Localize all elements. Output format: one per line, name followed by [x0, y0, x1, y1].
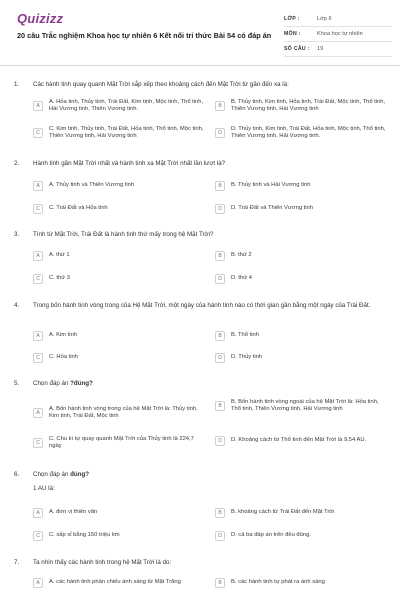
option-letter-badge: A: [33, 181, 43, 191]
option-letter-badge: D: [215, 436, 225, 446]
question-text-emphasis: đúng?: [70, 471, 90, 478]
option-letter-badge: B: [215, 251, 225, 261]
question-number: 2.: [14, 160, 20, 167]
option-letter-badge: A: [33, 578, 43, 588]
option-d[interactable]: [215, 274, 387, 284]
option-letter-badge: C: [33, 128, 43, 138]
option-a[interactable]: [33, 331, 208, 341]
option-text: B. khoảng cách từ Trái Đất đến Mặt Trời: [231, 509, 335, 516]
option-text: A. các hành tinh phản chiếu ánh sáng từ Mặt Trăng: [49, 579, 181, 586]
option-c[interactable]: [33, 204, 208, 214]
question-text: Trong bốn hành tinh vòng trong của Hệ Mặt Trời, một ngày của hành tinh nào có thời gian gần bằng một ngày của Trái Đất.: [33, 302, 371, 309]
option-letter-badge: A: [33, 331, 43, 341]
option-d[interactable]: [215, 126, 387, 141]
option-letter-badge: D: [215, 274, 225, 284]
option-d[interactable]: [215, 436, 387, 446]
option-text: A. Bốn hành tinh vòng trong của hệ Mặt Trời là: Thủy tinh, Kim tinh, Trái Đất, Mộc tinh: [49, 406, 198, 420]
option-letter-badge: A: [33, 251, 43, 261]
option-d[interactable]: [215, 204, 387, 214]
meta-key: LỚP :: [284, 16, 300, 22]
option-text: A. đơn vị thiên văn: [49, 509, 98, 516]
option-letter-badge: B: [215, 401, 225, 411]
option-letter-badge: A: [33, 508, 43, 518]
option-d[interactable]: [215, 531, 387, 541]
option-text: C. Kim tinh, Thủy tinh, Trái Đất, Hỏa tinh, Thổ tinh, Mộc tinh, Thiên Vương tinh, Hải Vương tinh: [49, 126, 204, 140]
question-text: [33, 471, 386, 494]
option-letter-badge: D: [215, 128, 225, 138]
option-letter-badge: C: [33, 274, 43, 284]
option-b[interactable]: [215, 399, 387, 414]
option-c[interactable]: [33, 436, 208, 451]
question-number: 7.: [14, 559, 20, 566]
option-text: A. Kim tinh: [49, 332, 78, 339]
logo-text: Quizizz: [17, 10, 64, 26]
option-text: B. Thủy tinh và Hải Vương tinh: [231, 182, 311, 189]
option-b[interactable]: [215, 578, 387, 588]
meta-row-grade: [284, 12, 392, 27]
worksheet-header: [0, 0, 400, 66]
question-number: 5.: [14, 380, 20, 387]
option-c[interactable]: [33, 353, 208, 363]
option-d[interactable]: [215, 353, 387, 363]
question-number: 6.: [14, 471, 20, 478]
document-title: 20 câu Trắc nghiệm Khoa học tự nhiên 6 Kết nối tri thức Bài 54 có đáp án: [17, 31, 272, 40]
meta-value: Lớp 6: [317, 16, 332, 22]
option-letter-badge: B: [215, 331, 225, 341]
meta-row-count: [284, 42, 392, 57]
question-text: Ta nhìn thấy các hành tinh trong hệ Mặt Trời là do:: [33, 559, 172, 566]
question-text: [33, 380, 386, 388]
meta-key: MÔN :: [284, 31, 301, 37]
option-c[interactable]: [33, 274, 208, 284]
quizizz-logo: [17, 11, 63, 25]
option-letter-badge: C: [33, 204, 43, 214]
meta-row-subject: [284, 27, 392, 42]
option-text: D. Thủy tinh, Kim tinh, Trái Đất, Hỏa tinh, Mộc tinh, Thổ tinh, Thiên Vương tinh, Hải Vương tinh.: [231, 126, 386, 140]
option-text: A. Thủy tinh và Thiên Vương tinh: [49, 182, 135, 189]
option-c[interactable]: [33, 126, 208, 141]
option-text: B. Bốn hành tinh vòng ngoài của hệ Mặt Trời là: Hỏa tinh, Thổ tinh, Thiên Vương tinh, Hải Vương tinh: [231, 399, 379, 413]
option-c[interactable]: [33, 531, 208, 541]
meta-key: SỐ CÂU :: [284, 46, 310, 52]
question-number: 1.: [14, 81, 20, 88]
option-text: D. Thủy tinh: [231, 354, 263, 361]
option-a[interactable]: [33, 508, 208, 518]
option-a[interactable]: [33, 406, 208, 421]
meta-value: 19: [317, 46, 324, 52]
option-b[interactable]: [215, 331, 387, 341]
option-letter-badge: C: [33, 531, 43, 541]
option-letter-badge: D: [215, 531, 225, 541]
meta-value: Khoa học tự nhiên: [317, 31, 363, 37]
option-text: D. Khoảng cách từ Thổ tinh đến Mặt Trời là 9,54 AU.: [231, 437, 367, 444]
option-text: C. xấp xỉ bằng 150 triệu km: [49, 532, 120, 539]
option-text: A. Hỏa tinh, Thủy tinh, Trái Đất, Kim tinh, Mộc tinh, Thổ tinh, Hải Vương tinh, Thiên Vương tinh.: [49, 99, 204, 113]
option-b[interactable]: [215, 508, 387, 518]
option-text: B. các hành tinh tự phát ra ánh sáng: [231, 579, 325, 586]
option-text: D. thứ 4: [231, 275, 252, 282]
option-text: A. thứ 1: [49, 252, 70, 259]
option-text: C. Chu kì tự quay quanh Mặt Trời của Thủy tinh là 224,7 ngày: [49, 436, 194, 450]
option-letter-badge: C: [33, 438, 43, 448]
question-text-prefix: Chọn đáp án: [33, 380, 71, 387]
question-number: 4.: [14, 302, 20, 309]
option-letter-badge: D: [215, 204, 225, 214]
option-text: C. thứ 3: [49, 275, 70, 282]
option-letter-badge: A: [33, 101, 43, 111]
option-a[interactable]: [33, 181, 208, 191]
question-text: Hành tinh gần Mặt Trời nhất và hành tinh xa Mặt Trời nhất lần lượt là?: [33, 160, 226, 167]
option-text: C. Trái Đất và Hỏa tinh: [49, 205, 108, 212]
option-letter-badge: D: [215, 353, 225, 363]
option-text: C. Hỏa tinh: [49, 354, 78, 361]
option-a[interactable]: [33, 578, 208, 588]
option-letter-badge: B: [215, 578, 225, 588]
option-b[interactable]: [215, 181, 387, 191]
option-letter-badge: B: [215, 508, 225, 518]
option-text: D. cả ba đáp án trên đều đúng.: [231, 532, 311, 539]
option-letter-badge: C: [33, 353, 43, 363]
meta-table: [284, 12, 392, 57]
question-number: 3.: [14, 231, 20, 238]
option-b[interactable]: [215, 251, 387, 261]
question-text: Tính từ Mặt Trời, Trái Đất là hành tinh thứ mấy trong hệ Mặt Trời?: [33, 231, 214, 238]
option-b[interactable]: [215, 99, 387, 114]
option-a[interactable]: [33, 99, 208, 114]
option-text: D. Trái Đất và Thiên Vương tinh: [231, 205, 314, 212]
option-text: B. Thổ tinh: [231, 332, 259, 339]
question-text-emphasis: ?đúng?: [70, 380, 93, 387]
option-text: B. Thủy tinh, Kim tinh, Hỏa tinh, Trái Đất, Mộc tinh, Thổ tinh, Thiên Vương tinh, Hải Vương tinh: [231, 99, 386, 113]
option-a[interactable]: [33, 251, 208, 261]
option-letter-badge: B: [215, 181, 225, 191]
question-text: Các hành tinh quay quanh Mặt Trời sắp xếp theo khoảng cách đến Mặt Trời từ gần đến xa là:: [33, 81, 289, 88]
option-letter-badge: B: [215, 101, 225, 111]
question-text-prefix: Chọn đáp án: [33, 471, 71, 478]
option-letter-badge: A: [33, 408, 43, 418]
question-subtext: 1 AU là:: [33, 485, 55, 493]
option-text: B. thứ 2: [231, 252, 252, 259]
